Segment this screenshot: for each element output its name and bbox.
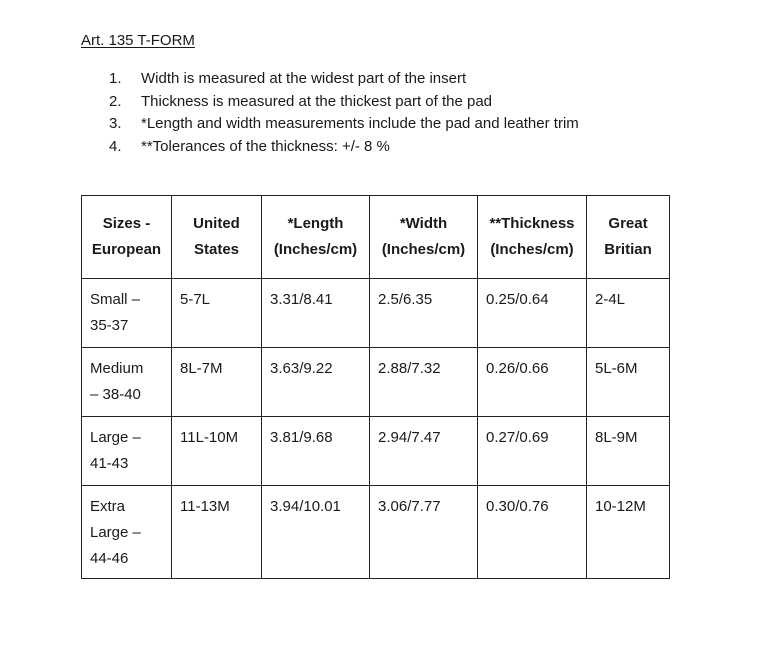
header-width: *Width (Inches/cm) (370, 196, 478, 279)
note-item (109, 113, 579, 136)
cell-gb: 10-12M (587, 486, 670, 579)
note-item (109, 68, 579, 91)
note-text: Width is measured at the widest part of the insert (141, 70, 467, 87)
cell-length: 3.94/10.01 (262, 486, 370, 579)
table-row (82, 348, 670, 417)
note-number: 4. (109, 137, 122, 155)
table-row (82, 279, 670, 348)
cell-width: 2.94/7.47 (370, 417, 478, 486)
cell-european: Large – 41-43 (82, 417, 172, 486)
table-header-row (82, 196, 670, 279)
header-united-states: United States (172, 196, 262, 279)
cell-width: 3.06/7.77 (370, 486, 478, 579)
cell-thickness: 0.27/0.69 (478, 417, 587, 486)
cell-gb: 8L-9M (587, 417, 670, 486)
note-text: **Tolerances of the thickness: +/- 8 % (141, 137, 390, 155)
header-sizes-european: Sizes - European (82, 196, 172, 279)
note-number: 2. (109, 92, 122, 110)
notes-list (109, 68, 579, 158)
cell-us: 11L-10M (172, 417, 262, 486)
note-text: *Length and width measurements include the pad and leather trim (141, 115, 579, 132)
header-length: *Length (Inches/cm) (262, 196, 370, 279)
cell-us: 8L-7M (172, 348, 262, 417)
note-item (109, 136, 579, 159)
cell-width: 2.5/6.35 (370, 279, 478, 348)
table-row (82, 486, 670, 579)
note-number: 3. (109, 115, 122, 132)
cell-us: 5-7L (172, 279, 262, 348)
cell-length: 3.63/9.22 (262, 348, 370, 417)
table-row (82, 417, 670, 486)
cell-thickness: 0.26/0.66 (478, 348, 587, 417)
header-thickness: **Thickness (Inches/cm) (478, 196, 587, 279)
cell-width: 2.88/7.32 (370, 348, 478, 417)
cell-thickness: 0.25/0.64 (478, 279, 587, 348)
note-text: Thickness is measured at the thickest part of the pad (141, 92, 493, 110)
note-item (109, 91, 579, 114)
cell-european: Small – 35-37 (82, 279, 172, 348)
cell-gb: 5L-6M (587, 348, 670, 417)
note-number: 1. (109, 70, 122, 87)
cell-length: 3.31/8.41 (262, 279, 370, 348)
size-table (81, 195, 670, 579)
cell-european: Medium – 38-40 (82, 348, 172, 417)
document-title: Art. 135 T-FORM (81, 32, 195, 49)
cell-us: 11-13M (172, 486, 262, 579)
cell-gb: 2-4L (587, 279, 670, 348)
header-great-britain: Great Britian (587, 196, 670, 279)
cell-thickness: 0.30/0.76 (478, 486, 587, 579)
cell-length: 3.81/9.68 (262, 417, 370, 486)
cell-european: Extra Large – 44-46 (82, 486, 172, 579)
